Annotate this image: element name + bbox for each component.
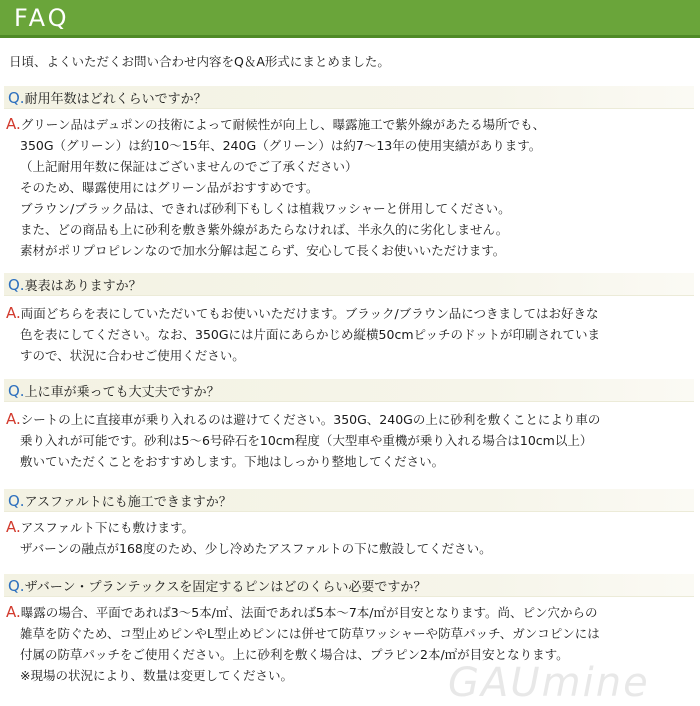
answer-line: ザバーンの融点が168度のため、少し冷めたアスファルトの下に敷設してください。 xyxy=(20,541,492,556)
q-mark: Q. xyxy=(8,577,25,595)
question xyxy=(8,88,207,107)
a-mark: A. xyxy=(6,518,21,536)
answer-line: また、どの商品も上に砂利を敷き紫外線があたらなければ、半永久的に劣化しません。 xyxy=(20,222,509,237)
question-bar xyxy=(4,489,694,512)
q-mark: Q. xyxy=(8,276,25,294)
answer-line: 付属の防草パッチをご使用ください。上に砂利を敷く場合は、プラピン2本/㎡が目安となります。 xyxy=(20,647,569,662)
a-mark: A. xyxy=(6,304,21,322)
q-mark: Q. xyxy=(8,382,25,400)
answer xyxy=(6,303,600,366)
question xyxy=(8,576,426,595)
intro-text: 日頃、よくいただくお問い合わせ内容をQ＆A形式にまとめました。 xyxy=(9,54,390,69)
a-mark: A. xyxy=(6,115,21,133)
answer-line: そのため、曝露使用にはグリーン品がおすすめです。 xyxy=(20,180,319,195)
question-bar xyxy=(4,574,694,597)
answer-line: （上記耐用年数に保証はございませんのでご了承ください） xyxy=(20,159,358,174)
question xyxy=(8,491,232,510)
faq-header xyxy=(0,0,700,38)
question xyxy=(8,275,142,294)
question-bar xyxy=(4,379,694,402)
question-text: 裏表はありますか？ xyxy=(24,279,142,294)
page-title: FAQ xyxy=(14,4,70,32)
question-bar xyxy=(4,86,694,109)
answer-line: ※現場の状況により、数量は変更してください。 xyxy=(20,668,293,683)
answer-line: 350G（グリーン）は約10〜15年、240G（グリーン）は約7〜13年の使用実績があります。 xyxy=(20,138,542,153)
answer-line: A.シートの上に直接車が乗り入れるのは避けてください。350G、240Gの上に砂利を敷くことにより車の xyxy=(6,410,601,428)
question-bar xyxy=(4,273,694,296)
q-mark: Q. xyxy=(8,492,25,510)
question-text: 耐用年数はどれくらいですか？ xyxy=(24,92,207,107)
answer-line: A.アスファルト下にも敷けます。 xyxy=(6,518,195,536)
a-mark: A. xyxy=(6,410,21,428)
answer-line: A.曝露の場合、平面であれば3〜5本/㎡、法面であれば5本〜7本/㎡が目安となります。尚、ピン穴からの xyxy=(6,603,598,621)
question xyxy=(8,381,220,400)
answer-line: 素材がポリプロピレンなので加水分解は起こらず、安心して長くお使いいただけます。 xyxy=(20,243,506,258)
answer-line: ブラウン/ブラック品は、できれば砂利下もしくは植栽ワッシャーと併用してください。 xyxy=(20,201,511,216)
answer xyxy=(6,517,492,559)
question-text: アスファルトにも施工できますか？ xyxy=(24,495,232,510)
question-text: 上に車が乗っても大丈夫ですか？ xyxy=(24,385,220,400)
answer-line: 色を表にしてください。なお、350Gには片面にあらかじめ縦横50cmピッチのドットが印刷されていま xyxy=(20,327,601,342)
answer-line: A.グリーン品はデュポンの技術によって耐候性が向上し、曝露施工で紫外線があたる場所でも、 xyxy=(6,115,546,133)
question-text: ザバーン・プランテックスを固定するピンはどのくらい必要ですか？ xyxy=(24,580,427,595)
answer-line: 雑草を防ぐため、コ型止めピンやL型止めピンには併せて防草ワッシャーや防草パッチ、ガンコピンには xyxy=(20,626,600,641)
watermark-logo: GAUmine xyxy=(448,660,650,706)
answer-line: A.両面どちらを表にしていただいてもお使いいただけます。ブラック/ブラウン品につきましてはお好きな xyxy=(6,304,599,322)
a-mark: A. xyxy=(6,603,21,621)
answer-line: 乗り入れが可能です。砂利は5〜6号砕石を10cm程度（大型車や重機が乗り入れる場合は10cm以上） xyxy=(20,433,593,448)
answer-line: 敷いていただくことをおすすめします。下地はしっかり整地してください。 xyxy=(20,454,445,469)
answer xyxy=(6,409,600,472)
answer-line: すので、状況に合わせご使用ください。 xyxy=(20,348,245,363)
answer xyxy=(6,114,545,261)
q-mark: Q. xyxy=(8,89,25,107)
